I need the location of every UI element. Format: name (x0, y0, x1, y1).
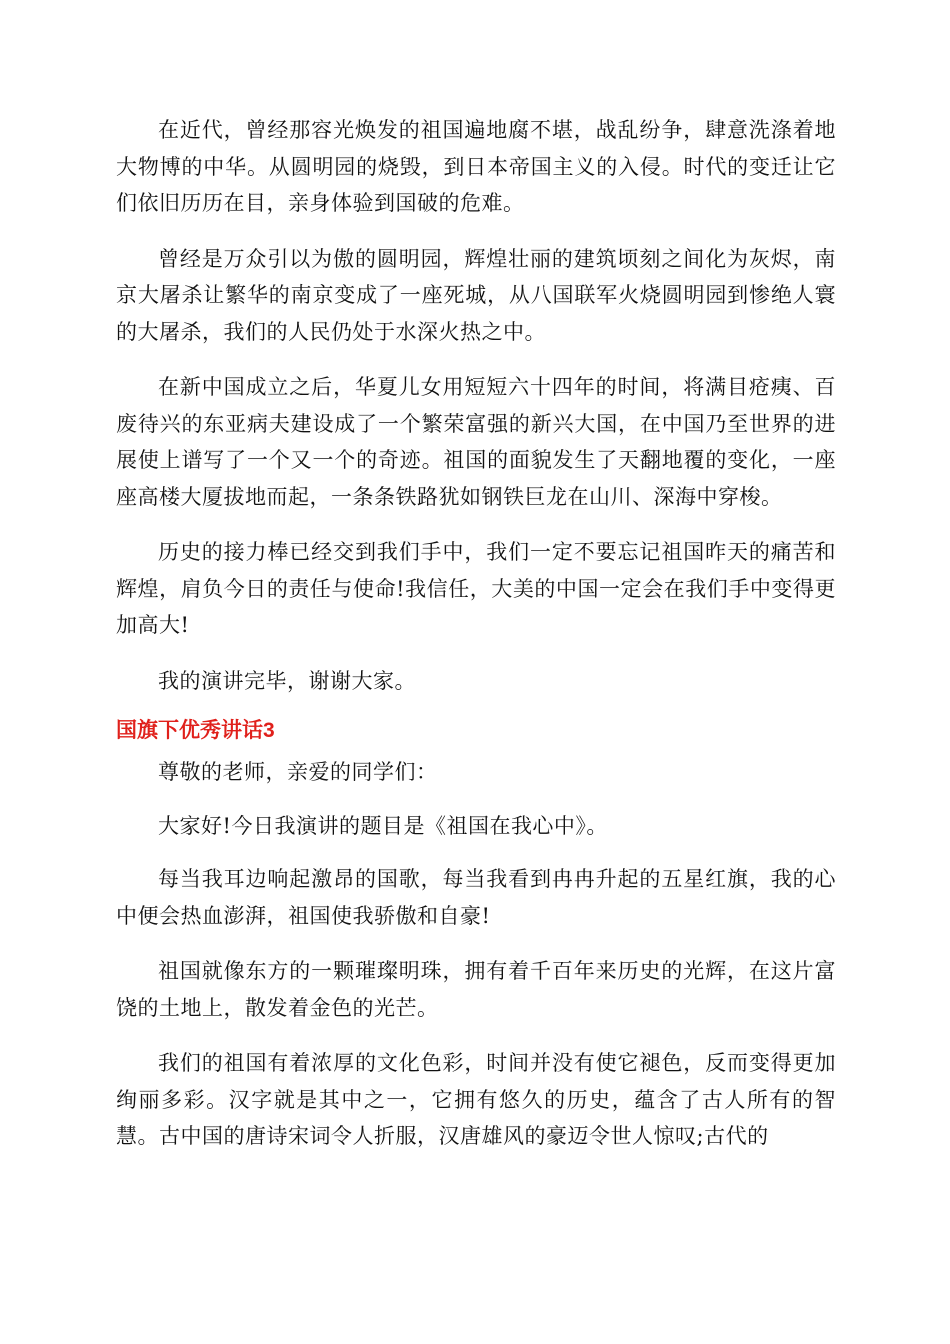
paragraph-salutation: 尊敬的老师，亲爱的同学们： (158, 760, 438, 784)
section-heading: 国旗下优秀讲话3 (116, 719, 275, 742)
paragraph-speech-end: 我的演讲完毕，谢谢大家。 (158, 668, 416, 693)
paragraph-national-anthem: 每当我耳边响起激昂的国歌，每当我看到冉冉升起的五星红旗，我的心中便会热血澎湃，祖国使我骄傲和自豪! (116, 867, 836, 928)
paragraph-greeting: 大家好!今日我演讲的题目是《祖国在我心中》。 (158, 813, 608, 838)
paragraph-relay-baton: 历史的接力棒已经交到我们手中，我们一定不要忘记祖国昨天的痛苦和辉煌，肩负今日的责任与使命!我信任，大美的中国一定会在我们手中变得更加高大! (116, 540, 836, 637)
paragraph-pearl: 祖国就像东方的一颗璀璨明珠，拥有着千百年来历史的光辉，在这片富饶的土地上，散发着金色的光芒。 (116, 959, 836, 1020)
paragraph-modern-history: 在近代，曾经那容光焕发的祖国遍地腐不堪，战乱纷争，肆意洗涤着地大物博的中华。从圆明园的烧毁，到日本帝国主义的入侵。时代的变迁让它们依旧历历在目，亲身体验到国破的危难。 (116, 118, 836, 215)
paragraph-new-china: 在新中国成立之后，华夏儿女用短短六十四年的时间，将满目疮痍、百废待兴的东亚病夫建设成了一个繁荣富强的新兴大国，在中国乃至世界的进展使上谱写了一个又一个的奇迹。祖国的面貌发生了天翻地覆的变化，一座座高楼大厦拔地而起，一条条铁路犹如钢铁巨龙在山川、深海中穿梭。 (116, 375, 836, 509)
document-page (116, 112, 836, 1174)
paragraph-yuanmingyuan: 曾经是万众引以为傲的圆明园，辉煌壮丽的建筑顷刻之间化为灰烬，南京大屠杀让繁华的南京变成了一座死城，从八国联军火烧圆明园到惨绝人寰的大屠杀，我们的人民仍处于水深火热之中。 (116, 246, 836, 344)
paragraph-culture: 我们的祖国有着浓厚的文化色彩，时间并没有使它褪色，反而变得更加绚丽多彩。汉字就是其中之一，它拥有悠久的历史，蕴含了古人所有的智慧。古中国的唐诗宋词令人折服，汉唐雄风的豪迈令世人惊叹;古代的 (116, 1051, 836, 1148)
